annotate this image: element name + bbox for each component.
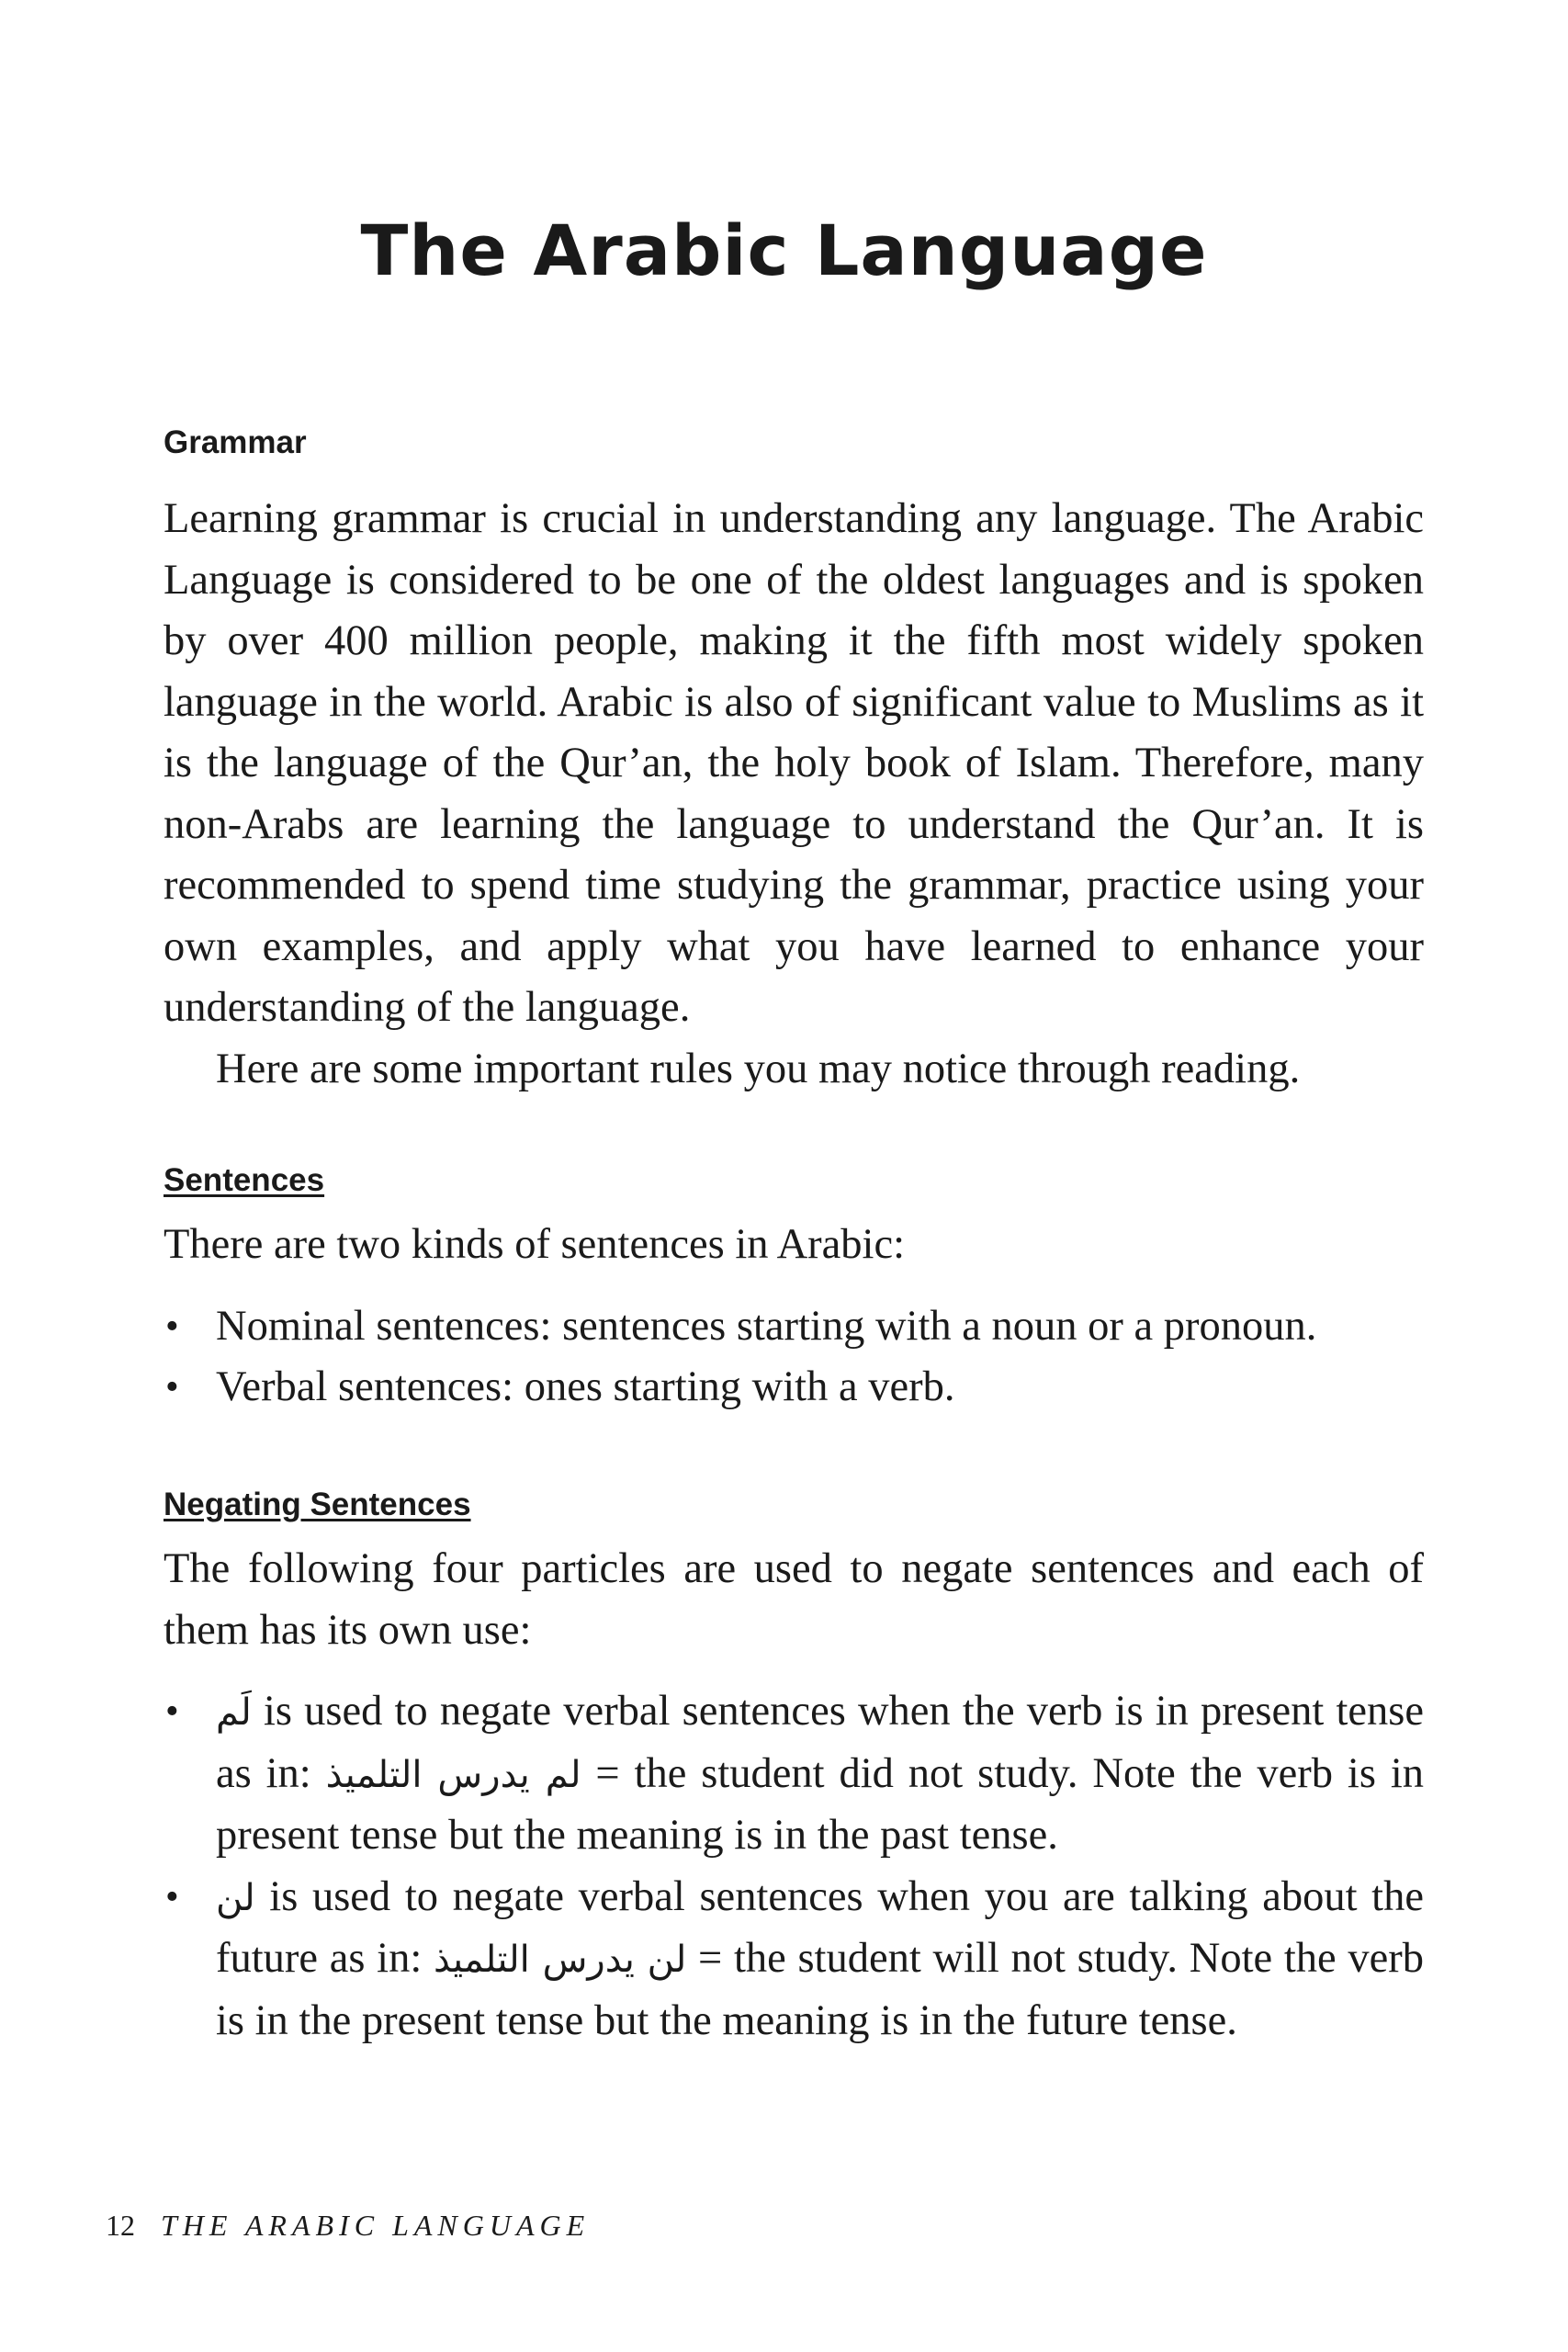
- grammar-section: [164, 424, 1424, 461]
- page-footer: [106, 2209, 590, 2243]
- running-head: THE ARABIC LANGUAGE: [161, 2209, 591, 2242]
- arabic-example: لم يدرس التلميذ: [325, 1753, 581, 1796]
- arabic-particle: لن: [216, 1876, 255, 1919]
- grammar-body: [164, 489, 1424, 1100]
- translation-text: = the student did not study. Note the verb is in present tense but the meaning is in the past tense.: [216, 1749, 1424, 1859]
- page-number: 12: [106, 2209, 135, 2242]
- list-item: [164, 1681, 1424, 1867]
- sentences-list: [164, 1296, 1424, 1419]
- arabic-example: لن يدرس التلميذ: [433, 1939, 687, 1981]
- explanation-text: is used to negate verbal sentences when the verb is in present tense as in:: [216, 1688, 1424, 1797]
- sentences-section: [164, 1162, 1424, 1199]
- negating-section: [164, 1487, 1424, 1523]
- arabic-particle: لَم: [216, 1691, 252, 1734]
- bullet-icon: •: [165, 1305, 179, 1348]
- negating-list: [164, 1681, 1424, 2052]
- negating-body: [164, 1539, 1424, 2052]
- negating-heading: Negating Sentences: [164, 1487, 471, 1522]
- list-item: [164, 1296, 1424, 1358]
- sentences-heading: Sentences: [164, 1162, 325, 1198]
- list-item-text: Nominal sentences: sentences starting with a noun or a pronoun.: [216, 1302, 1317, 1350]
- list-item: [164, 1867, 1424, 2052]
- bullet-icon: •: [165, 1875, 179, 1918]
- grammar-paragraph-2: Here are some important rules you may notice through reading.: [216, 1045, 1301, 1092]
- grammar-heading: Grammar: [164, 424, 307, 460]
- translation-text: = the student will not study. Note the verb is in the present tense but the meaning is in the future tense.: [216, 1935, 1424, 2044]
- grammar-paragraph: Learning grammar is crucial in understanding any language. The Arabic Language is considered to be one of the oldest languages and is spoken by over 400 million people, making it the fifth most widely spoken language in the world. Arabic is also of significant value to Muslims as it is the language of the Qur’an, the holy book of Islam. Therefore, many non-Arabs are learning the language to understand the Qur’an. It is recommended to spend time studying the grammar, practice using your own examples, and apply what you have learned to enhance your understanding of the language.: [164, 495, 1424, 1031]
- list-item: [164, 1357, 1424, 1419]
- bullet-icon: •: [165, 1366, 179, 1408]
- sentences-body: [164, 1215, 1424, 1419]
- negating-intro: The following four particles are used to negate sentences and each of them has its own use:: [164, 1545, 1424, 1654]
- bullet-icon: •: [165, 1690, 179, 1733]
- page-title: The Arabic Language: [360, 209, 1208, 291]
- explanation-text: is used to negate verbal sentences when you are talking about the future as in:: [216, 1872, 1424, 1982]
- sentences-intro: There are two kinds of sentences in Arabic:: [164, 1221, 906, 1268]
- list-item-text: Verbal sentences: ones starting with a verb.: [216, 1363, 955, 1410]
